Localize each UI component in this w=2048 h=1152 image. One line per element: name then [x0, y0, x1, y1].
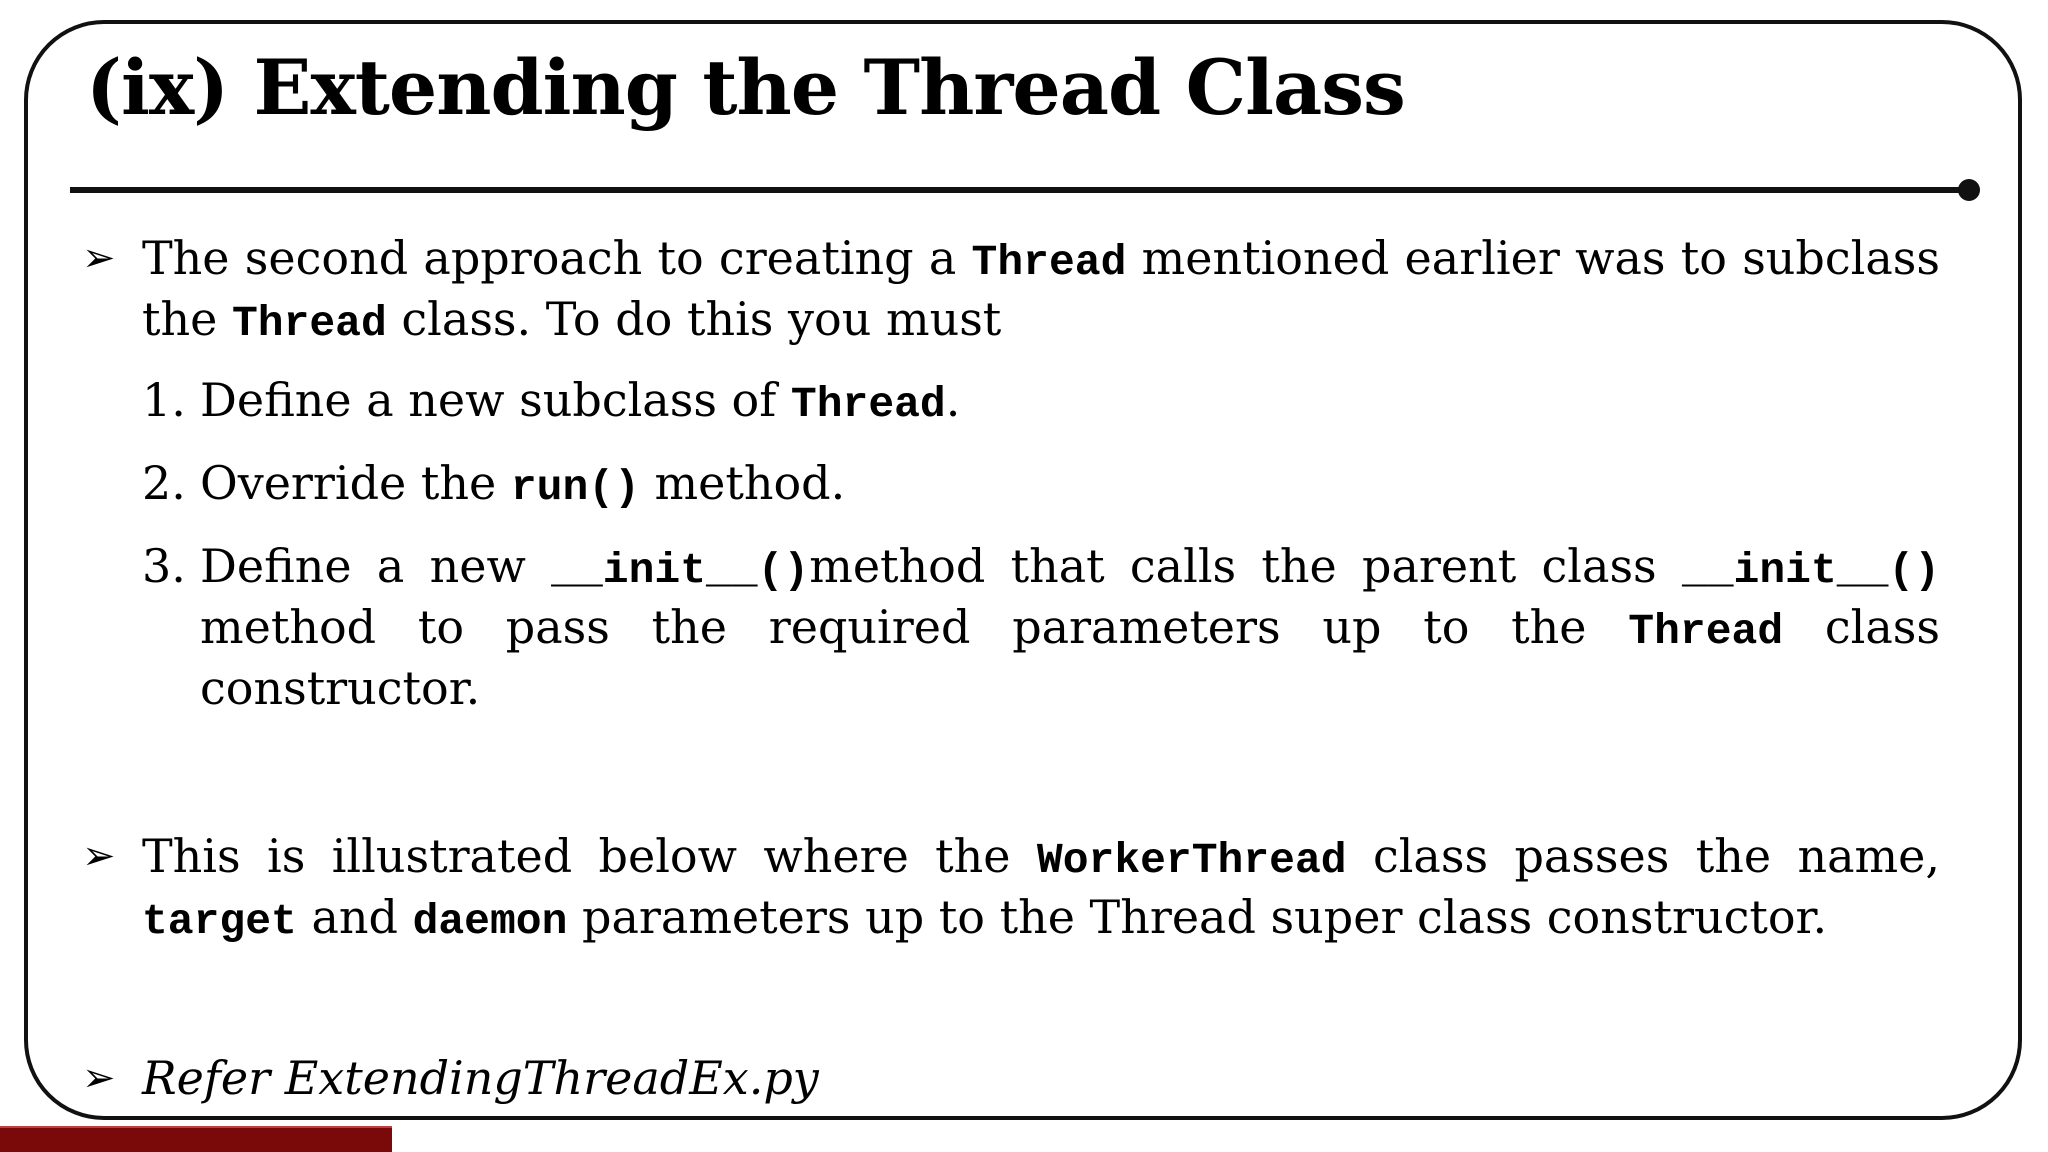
footer-accent-bar	[0, 1126, 392, 1152]
slide-content	[80, 230, 1940, 1106]
step-text: method.	[639, 456, 846, 510]
bullet-subclass-approach	[80, 230, 1940, 352]
bullet-refer-file	[80, 1050, 1940, 1106]
code-thread: Thread	[971, 238, 1127, 287]
steps-list	[80, 372, 1940, 716]
reference-filename: Refer ExtendingThreadEx.py	[142, 1051, 819, 1105]
step-number: 2.	[142, 456, 186, 510]
step-item	[142, 538, 1940, 716]
bullet-text: This is illustrated below where the	[142, 829, 1037, 883]
code-workerthread: WorkerThread	[1036, 836, 1347, 885]
bullet-text: and	[296, 890, 413, 944]
bullet-text: class passes the name,	[1346, 829, 1940, 883]
code-daemon: daemon	[412, 897, 568, 946]
step-text: Define a new	[200, 539, 552, 593]
bullet-text: The second approach to creating a	[142, 231, 972, 285]
step-text: method that calls the parent class	[809, 539, 1682, 593]
code-thread: Thread	[790, 380, 946, 429]
step-text: Define a new subclass of	[200, 373, 791, 427]
arrow-bullet-icon: ➢	[82, 833, 116, 879]
step-text: .	[945, 373, 961, 427]
step-text: method to pass the required parameters up to the	[200, 600, 1629, 654]
bullet-text: mentioned earlier was to subclass the	[142, 231, 1940, 346]
code-thread: Thread	[1628, 607, 1784, 656]
code-thread: Thread	[231, 299, 387, 348]
step-item	[142, 455, 1940, 516]
bullet-text: parameters up to the Thread super class constructor.	[567, 890, 1828, 944]
code-init: __init__()	[551, 546, 810, 595]
spacer	[80, 738, 1940, 828]
spacer	[80, 950, 1940, 1050]
step-number: 1.	[142, 373, 186, 427]
arrow-bullet-icon: ➢	[82, 1055, 116, 1101]
step-text: Override the	[200, 456, 511, 510]
code-target: target	[142, 897, 297, 946]
slide-title: (ix) Extending the Thread Class	[86, 43, 1405, 132]
code-init: __init__()	[1681, 546, 1940, 595]
title-underline	[70, 187, 1972, 193]
bullet-workerthread-illustration	[80, 828, 1940, 950]
step-item	[142, 372, 1940, 433]
code-run: run()	[510, 463, 640, 512]
step-number: 3.	[142, 539, 186, 593]
title-underline-end-dot	[1958, 179, 1980, 201]
bullet-text: class. To do this you must	[386, 292, 1002, 346]
step-text: class constructor.	[200, 600, 1941, 715]
arrow-bullet-icon: ➢	[82, 235, 116, 281]
